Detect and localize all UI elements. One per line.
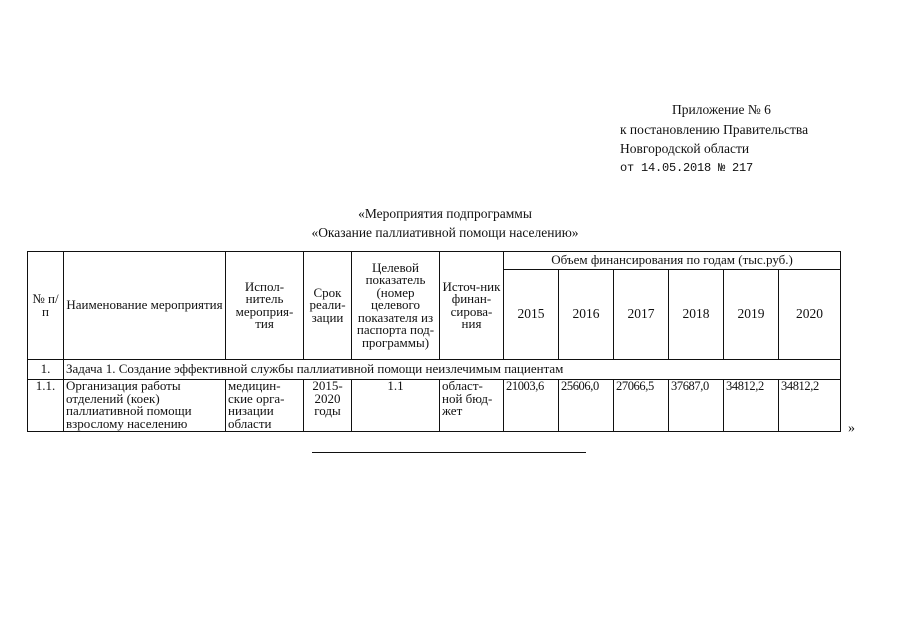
row-value: 34812,2: [724, 380, 779, 432]
appendix-date: от 14.05.2018 № 217: [620, 160, 754, 175]
separator-line: [312, 452, 586, 453]
table-row: [28, 380, 841, 432]
appendix-line: Приложение № 6: [672, 102, 771, 117]
header-funding: Объем финансирования по годам (тыс.руб.): [504, 252, 841, 270]
row-value: 34812,2: [779, 380, 841, 432]
year-cell: 2020: [779, 270, 841, 360]
header-target: Целевой показатель (номер целевого показателя из паспорта под-программы): [352, 252, 440, 360]
appendix-line: к постановлению Правительства: [620, 121, 809, 137]
row-value: 37687,0: [669, 380, 724, 432]
title-line: «Оказание паллиативной помощи населению»: [311, 225, 579, 240]
header-name: Наименование мероприятия: [64, 252, 226, 360]
year-cell: 2018: [669, 270, 724, 360]
row-term: 2015-2020 годы: [304, 380, 352, 432]
row-value: 21003,6: [504, 380, 559, 432]
row-name: Организация работы отделений (коек) паллиативной помощи взрослому населению: [64, 380, 226, 432]
task-text: Задача 1. Создание эффективной службы паллиативной помощи неизлечимым пациентам: [64, 360, 841, 380]
row-value: 25606,0: [559, 380, 614, 432]
row-value: 27066,5: [614, 380, 669, 432]
year-cell: 2016: [559, 270, 614, 360]
title-line: «Мероприятия подпрограммы: [358, 206, 532, 221]
header-row: [28, 252, 841, 270]
year-cell: 2015: [504, 270, 559, 360]
row-num: 1.1.: [28, 380, 64, 432]
row-target: 1.1: [352, 380, 440, 432]
header-executor: Испол-нитель мероприя-тия: [226, 252, 304, 360]
year-cell: 2017: [614, 270, 669, 360]
appendix-block: [620, 100, 808, 178]
year-cell: 2019: [724, 270, 779, 360]
task-row: [28, 360, 841, 380]
row-executor: медицин-ские орга-низации области: [226, 380, 304, 432]
task-num: 1.: [28, 360, 64, 380]
row-source: област-ной бюд-жет: [440, 380, 504, 432]
document-title: [290, 204, 600, 242]
appendix-line: Новгородской области: [620, 141, 750, 156]
header-term: Срок реали-зации: [304, 252, 352, 360]
header-num: № п/п: [28, 252, 64, 360]
closing-quote: »: [848, 421, 855, 436]
header-source: Источ-ник финан-сирова-ния: [440, 252, 504, 360]
measures-table: [27, 251, 841, 432]
